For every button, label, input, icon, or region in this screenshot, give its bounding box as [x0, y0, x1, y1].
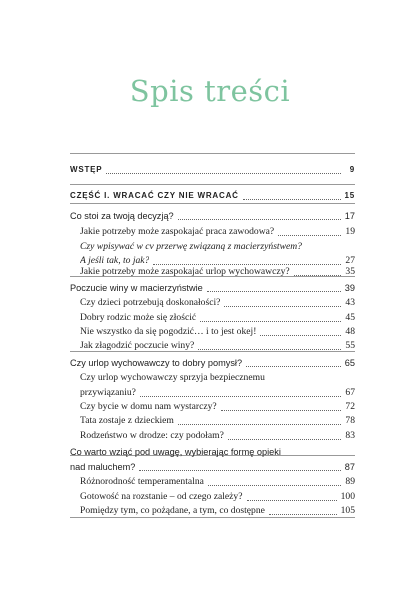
toc-entry-page: 39 [344, 283, 355, 293]
toc-entry-title: Czy urlop wychowawczy to dobry pomysł? [70, 358, 243, 368]
toc-entry[interactable] [70, 384, 355, 399]
toc-entry[interactable] [70, 223, 355, 238]
toc-entry-page: 15 [344, 191, 355, 200]
toc-entry-title: Jak złagodzić poczucie winy? [80, 340, 195, 351]
toc-entry-title: Tata zostaje z dzieckiem [80, 415, 174, 426]
toc-entry-title: Jakie potrzeby może zaspokajać praca zawodowa? [80, 226, 275, 237]
toc-entry-title: A jeśli tak, to jak? [80, 255, 150, 266]
toc-entry-page: 9 [349, 165, 355, 174]
toc-entry[interactable] [70, 337, 355, 352]
toc-entry-title: Rodzeństwo w drodze: czy podołam? [80, 430, 224, 441]
toc-entry-page: 19 [345, 226, 355, 237]
toc-entry-title: Nie wszystko da się pogodzić… i to jest okej! [80, 326, 257, 337]
toc-entry[interactable] [70, 161, 355, 176]
toc-entry-page: 67 [345, 387, 355, 398]
toc-entry[interactable] [70, 238, 355, 253]
toc-entry-title: Czy dzieci potrzebują doskonałości? [80, 297, 221, 308]
toc-entry[interactable] [70, 427, 355, 442]
toc-entry-title: WSTĘP [70, 165, 103, 174]
divider [70, 203, 355, 204]
toc-entry[interactable] [70, 458, 355, 473]
toc-entry-page: 65 [344, 358, 355, 368]
toc-entry[interactable] [70, 502, 355, 517]
toc-entry-title: Co warto wziąć pod uwagę, wybierając formę opieki [70, 447, 281, 457]
toc-entry-page: 100 [340, 491, 355, 502]
toc-entry[interactable] [70, 398, 355, 413]
toc-entry-page: 89 [345, 476, 355, 487]
toc-entry[interactable] [70, 323, 355, 338]
toc-entry-title: CZĘŚĆ I. WRACAĆ CZY NIE WRACAĆ [70, 191, 239, 200]
divider [70, 517, 355, 518]
toc-entry-title: Czy urlop wychowawczy sprzyja bezpiecznemu [80, 372, 265, 383]
divider [70, 184, 355, 185]
toc-entry-page: 27 [345, 255, 355, 266]
toc-entry[interactable] [70, 443, 355, 458]
toc-entry-page: 83 [345, 430, 355, 441]
toc-entry-title: przywiązaniu? [80, 387, 136, 398]
toc-entry-page: 87 [344, 462, 355, 472]
page-title: Spis treści [129, 74, 291, 108]
toc-entry-title: Co stoi za twoją decyzją? [70, 211, 174, 221]
toc-entry-page: 45 [345, 312, 355, 323]
toc-entry[interactable] [70, 294, 355, 309]
toc-entry[interactable] [70, 488, 355, 503]
toc-entry[interactable] [70, 309, 355, 324]
toc-entry-title: Różnorodność temperamentalna [80, 476, 204, 487]
toc-entry-page: 17 [344, 211, 355, 221]
toc-entry[interactable] [70, 279, 355, 294]
toc-entry-title: nad maluchem? [70, 462, 136, 472]
toc-entry-title: Poczucie winy w macierzyństwie [70, 283, 203, 293]
toc-entry[interactable] [70, 354, 355, 369]
toc-entry-page: 48 [345, 326, 355, 337]
toc-entry[interactable] [70, 207, 355, 222]
toc-entry-page: 72 [345, 401, 355, 412]
toc-entry[interactable] [70, 412, 355, 427]
toc-entry[interactable] [70, 263, 355, 278]
toc-entry-page: 78 [345, 415, 355, 426]
toc-entry-title: Czy bycie w domu nam wystarczy? [80, 401, 217, 412]
toc-entry-title: Jakie potrzeby może zaspokajać urlop wychowawczy? [80, 266, 290, 277]
toc-entry-page: 105 [340, 505, 355, 516]
toc-entry-page: 35 [345, 266, 355, 277]
toc-entry[interactable] [70, 187, 355, 202]
toc-entry-title: Pomiędzy tym, co pożądane, a tym, co dostępne [80, 505, 265, 516]
toc-entry-title: Gotowość na rozstanie – od czego zależy? [80, 491, 243, 502]
toc-entry[interactable] [70, 369, 355, 384]
toc-entry[interactable] [70, 473, 355, 488]
toc-entry-title: Dobry rodzic może się złościć [80, 312, 197, 323]
toc-entry-page: 43 [345, 297, 355, 308]
toc-entry-title: Czy wpisywać w cv przerwę związaną z macierzyństwem? [80, 241, 302, 252]
divider [70, 153, 355, 154]
toc-entry-page: 55 [345, 340, 355, 351]
